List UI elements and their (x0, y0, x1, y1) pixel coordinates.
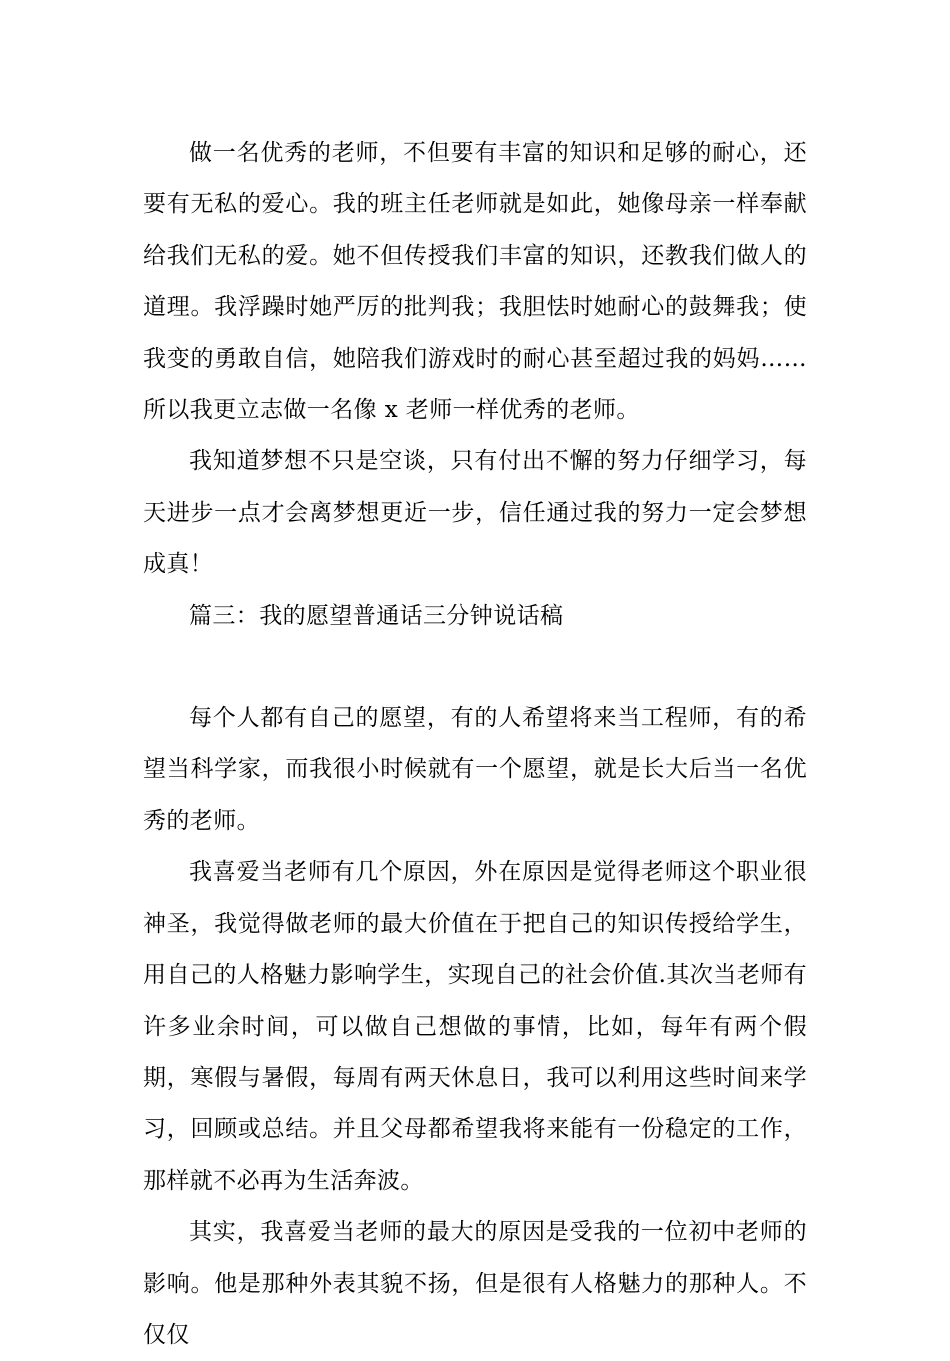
document-page (143, 128, 807, 1361)
paragraph-teacher-love: 做一名优秀的老师，不但要有丰富的知识和足够的耐心，还要有无私的爱心。我的班主任老师就是如此，她像母亲一样奉献给我们无私的爱。她不但传授我们丰富的知识，还教我们做人的道理。我浮躁时她严厉的批判我；我胆怯时她耐心的鼓舞我；使我变的勇敢自信，她陪我们游戏时的耐心甚至超过我的妈妈……所以我更立志做一名像 x 老师一样优秀的老师。 (143, 140, 807, 424)
paragraph-reasons: 我喜爱当老师有几个原因，外在原因是觉得老师这个职业很神圣，我觉得做老师的最大价值在于把自己的知识传授给学生，用自己的人格魅力影响学生，实现自己的社会价值.其次当老师有许多业余时间，可以做自己想做的事情，比如，每年有两个假期，寒假与暑假，每周有两天休息日，我可以利用这些时间来学习，回顾或总结。并且父母都希望我将来能有一份稳定的工作，那样就不必再为生活奔波。 (143, 859, 807, 1194)
blank-line (143, 642, 807, 693)
paragraph-main-reason: 其实，我喜爱当老师的最大的原因是受我的一位初中老师的影响。他是那种外表其貌不扬，但是很有人格魅力的那种人。不仅仅 (143, 1219, 807, 1348)
paragraph-wish-intro: 每个人都有自己的愿望，有的人希望将来当工程师，有的希望当科学家，而我很小时候就有一个愿望，就是长大后当一名优秀的老师。 (143, 705, 807, 834)
paragraph-dream-effort: 我知道梦想不只是空谈，只有付出不懈的努力仔细学习，每天进步一点才会离梦想更近一步，信任通过我的努力一定会梦想成真！ (143, 448, 807, 578)
section-heading: 篇三：我的愿望普通话三分钟说话稿 (189, 602, 564, 629)
